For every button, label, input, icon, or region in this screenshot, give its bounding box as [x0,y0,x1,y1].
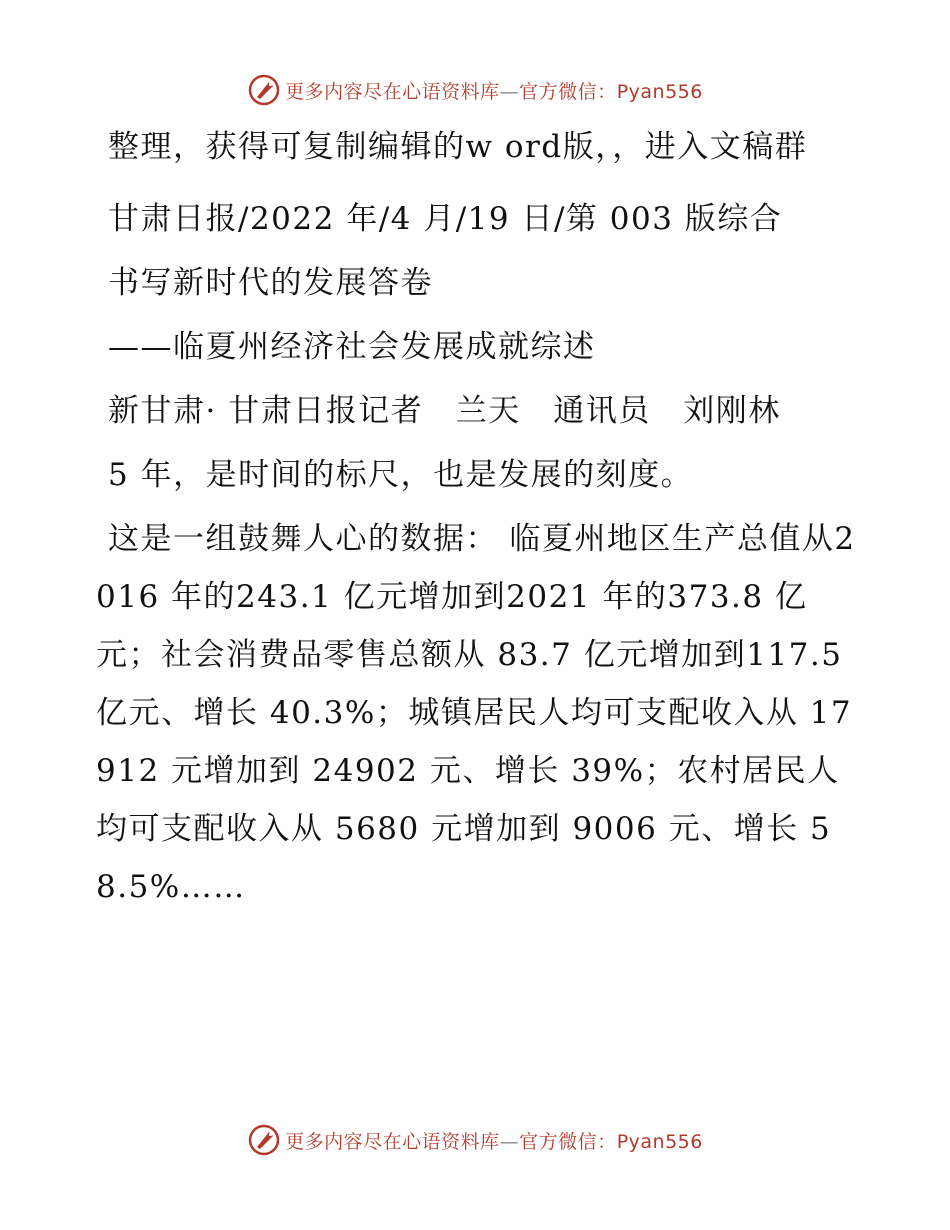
banner-wechat-id: Pyan556 [616,80,703,103]
banner-dash: — [499,1130,520,1153]
banner-dash: — [499,80,520,103]
banner-wechat-label: 官方微信： [519,80,617,103]
footer-watermark-banner [0,1120,950,1160]
article-title: 书写新时代的发展答卷 [108,265,433,301]
paragraph-2: 这是一组鼓舞人心的数据： 临夏州地区生产总值从2016 年的243.1 亿元增加到2021 年的373.8 亿元；社会消费品零售总额从 83.7 亿元增加到117.5 亿元、增长 40.3%；城镇居民人均可支配收入从 17912 元增加到 24902 元、增长 39%；农村居民人均可支配收入从 5680 元增加到 9006 元、增长 58.5%…… [96,521,856,905]
banner-wechat-id: Pyan556 [616,1130,703,1153]
intro-paragraph: 整理，获得可复制编辑的w ord版，，进入文稿群 [108,129,808,165]
byline: 新甘肃· 甘肃日报记者 兰天 通讯员 刘刚林 [108,393,781,429]
paragraph-1: 5 年，是时间的标尺，也是发展的刻度。 [108,457,694,493]
pen-nib-logo-icon [247,73,281,107]
pen-nib-logo-icon [247,1123,281,1157]
article-body [96,118,856,930]
banner-text: 更多内容尽在心语资料库 [285,80,500,103]
header-watermark-banner [0,70,950,110]
article-subtitle: ——临夏州经济社会发展成就综述 [108,329,596,365]
banner-wechat-label: 官方微信： [519,1130,617,1153]
banner-text: 更多内容尽在心语资料库 [285,1130,500,1153]
source-line: 甘肃日报/2022 年/4 月/19 日/第 003 版综合 [108,201,783,237]
